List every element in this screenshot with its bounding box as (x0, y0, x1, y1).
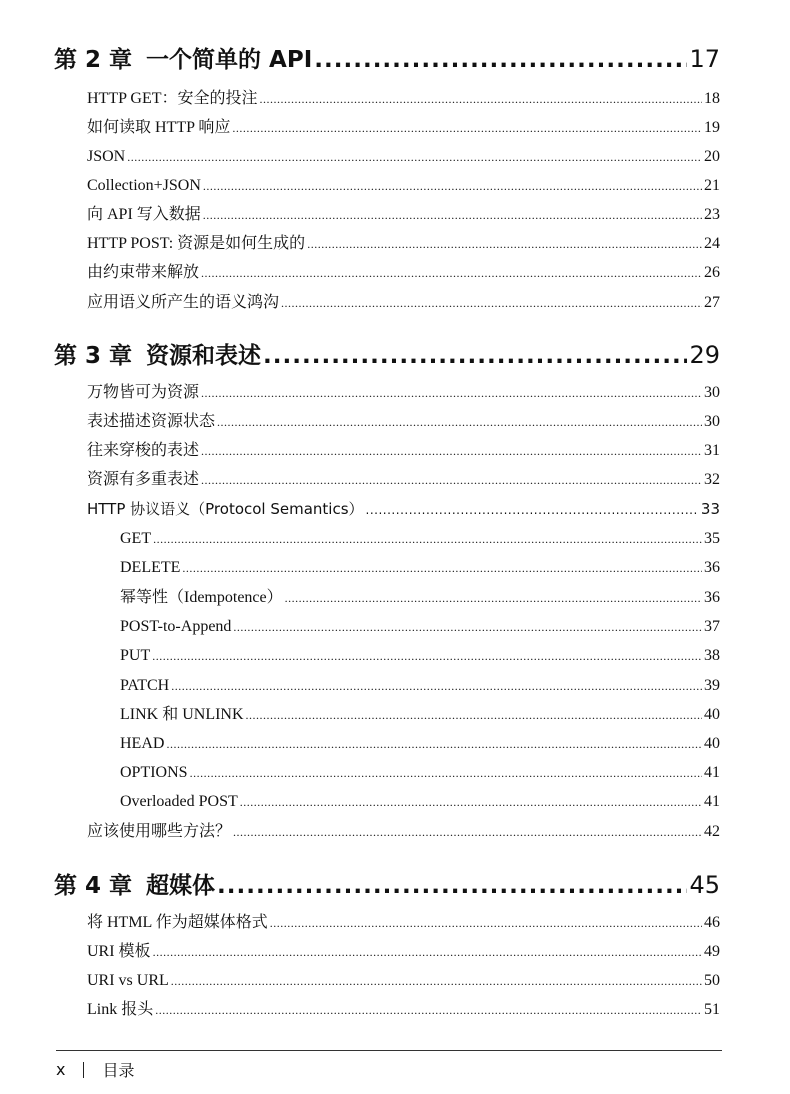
page-number: 38 (704, 647, 720, 664)
leader-dots (182, 557, 702, 579)
leader-dots (233, 616, 702, 638)
page-number: 30 (704, 384, 720, 401)
toc-subentry[interactable] (120, 733, 720, 755)
page-number: 23 (704, 206, 720, 223)
page-number: 20 (704, 148, 720, 165)
leader-dots (307, 233, 702, 255)
entry-title: GET (120, 530, 152, 547)
chapter-4-heading[interactable] (54, 870, 720, 900)
chapter-title: 第 4 章 超媒体 (54, 873, 216, 899)
entry-title: HTTP 协议语义（Protocol Semantics） (87, 500, 364, 518)
toc-entry[interactable] (87, 498, 720, 520)
leader-dots (153, 528, 702, 550)
entry-title: 将 HTML 作为超媒体格式 (87, 914, 268, 931)
leader-dots (201, 262, 702, 284)
toc-entry[interactable] (87, 175, 720, 197)
entry-title: 万物皆可为资源 (87, 384, 200, 401)
leader-dots (155, 999, 702, 1021)
page-number: 41 (704, 764, 720, 781)
leader-dots (217, 871, 687, 901)
toc-subentry[interactable] (120, 675, 720, 697)
entry-title: Link 报头 (87, 1001, 154, 1018)
entry-title: POST-to-Append (120, 618, 232, 635)
leader-dots (201, 440, 702, 462)
page-number: 45 (689, 871, 720, 899)
page-footer (56, 1058, 134, 1081)
page-number: 30 (704, 413, 720, 430)
page-number: 51 (704, 1001, 720, 1018)
leader-dots (201, 469, 702, 491)
leader-dots (201, 382, 702, 404)
leader-dots (246, 704, 702, 726)
toc-entry[interactable] (87, 970, 720, 992)
page-number: 46 (704, 914, 720, 931)
leader-dots (127, 146, 702, 168)
toc-entry[interactable] (87, 821, 720, 843)
page-number: 18 (704, 90, 720, 107)
entry-title: 资源有多重表述 (87, 471, 200, 488)
page-number: 29 (689, 341, 720, 369)
leader-dots (171, 970, 702, 992)
toc-subentry[interactable] (120, 587, 720, 609)
page-number: 40 (704, 735, 720, 752)
leader-dots (270, 912, 702, 934)
page-number: 36 (704, 589, 720, 606)
toc-subentry[interactable] (120, 791, 720, 813)
leader-dots (190, 762, 702, 784)
entry-title: JSON (87, 148, 126, 165)
footer-section-name: 目录 (102, 1061, 135, 1080)
entry-title: 如何读取 HTTP 响应 (87, 119, 231, 136)
page-number: 37 (704, 618, 720, 635)
entry-title: 应该使用哪些方法？ (87, 823, 232, 840)
leader-dots (203, 204, 702, 226)
toc-entry[interactable] (87, 262, 720, 284)
entry-title: PATCH (120, 677, 170, 694)
entry-title: 往来穿梭的表述 (87, 442, 200, 459)
leader-dots (285, 587, 702, 609)
leader-dots (314, 45, 687, 75)
page-number: 41 (704, 793, 720, 810)
chapter-title: 第 3 章 资源和表述 (54, 343, 262, 369)
toc-entry[interactable] (87, 88, 720, 110)
page-number: 42 (704, 823, 720, 840)
leader-dots (203, 175, 702, 197)
entry-title: URI vs URL (87, 972, 169, 989)
entry-title: 幂等性（Idempotence） (120, 589, 283, 606)
page-number: 36 (704, 559, 720, 576)
entry-title: DELETE (120, 559, 181, 576)
leader-dots (152, 645, 702, 667)
page-number: 33 (700, 500, 720, 518)
page-number: 49 (704, 943, 720, 960)
toc-entry[interactable] (87, 411, 720, 433)
leader-dots (240, 791, 702, 813)
toc-entry[interactable] (87, 999, 720, 1021)
leader-dots (281, 292, 702, 314)
leader-dots (366, 499, 699, 521)
toc-entry[interactable] (87, 292, 720, 314)
leader-dots (263, 341, 687, 371)
chapter-title: 第 2 章 一个简单的 API (54, 47, 313, 73)
entry-title: URI 模板 (87, 943, 151, 960)
toc-entry[interactable] (87, 233, 720, 255)
entry-title: OPTIONS (120, 764, 188, 781)
chapter-3-heading[interactable] (54, 340, 720, 370)
footer-rule (56, 1050, 722, 1051)
page-number: 39 (704, 677, 720, 694)
entry-title: Overloaded POST (120, 793, 238, 810)
entry-title: Collection+JSON (87, 177, 201, 194)
page-number: 31 (704, 442, 720, 459)
toc-subentry[interactable] (120, 645, 720, 667)
leader-dots (153, 941, 702, 963)
page-number: 24 (704, 235, 720, 252)
entry-title: LINK 和 UNLINK (120, 706, 244, 723)
toc-entry[interactable] (87, 941, 720, 963)
entry-title: 由约束带来解放 (87, 264, 200, 281)
toc-entry[interactable] (87, 382, 720, 404)
toc-subentry[interactable] (120, 762, 720, 784)
toc-subentry[interactable] (120, 557, 720, 579)
entry-title: HEAD (120, 735, 165, 752)
entry-title: PUT (120, 647, 151, 664)
toc-entry[interactable] (87, 440, 720, 462)
page-number: 27 (704, 294, 720, 311)
toc-subentry[interactable] (120, 704, 720, 726)
entry-title: HTTP POST: 资源是如何生成的 (87, 235, 306, 252)
entry-title: 表述描述资源状态 (87, 413, 216, 430)
toc-entry[interactable] (87, 146, 720, 168)
page-number: 26 (704, 264, 720, 281)
leader-dots (260, 88, 702, 110)
toc-subentry[interactable] (120, 616, 720, 638)
footer-page-numeral: x (56, 1060, 66, 1079)
toc-entry[interactable] (87, 117, 720, 139)
chapter-2-heading[interactable] (54, 44, 720, 74)
page-number: 19 (704, 119, 720, 136)
leader-dots (166, 733, 702, 755)
entry-title: 向 API 写入数据 (87, 206, 201, 223)
leader-dots (233, 821, 702, 843)
entry-title: 应用语义所产生的语义鸿沟 (87, 294, 280, 311)
toc-subentry[interactable] (120, 528, 720, 550)
leader-dots (171, 675, 702, 697)
page-number: 32 (704, 471, 720, 488)
entry-title: HTTP GET：安全的投注 (87, 90, 258, 107)
toc-entry[interactable] (87, 912, 720, 934)
page-number: 50 (704, 972, 720, 989)
page-number: 35 (704, 530, 720, 547)
toc-entry[interactable] (87, 204, 720, 226)
leader-dots (232, 117, 702, 139)
footer-separator (83, 1062, 84, 1078)
leader-dots (217, 411, 702, 433)
page-number: 40 (704, 706, 720, 723)
page-number: 21 (704, 177, 720, 194)
page-number: 17 (689, 45, 720, 73)
toc-entry[interactable] (87, 469, 720, 491)
